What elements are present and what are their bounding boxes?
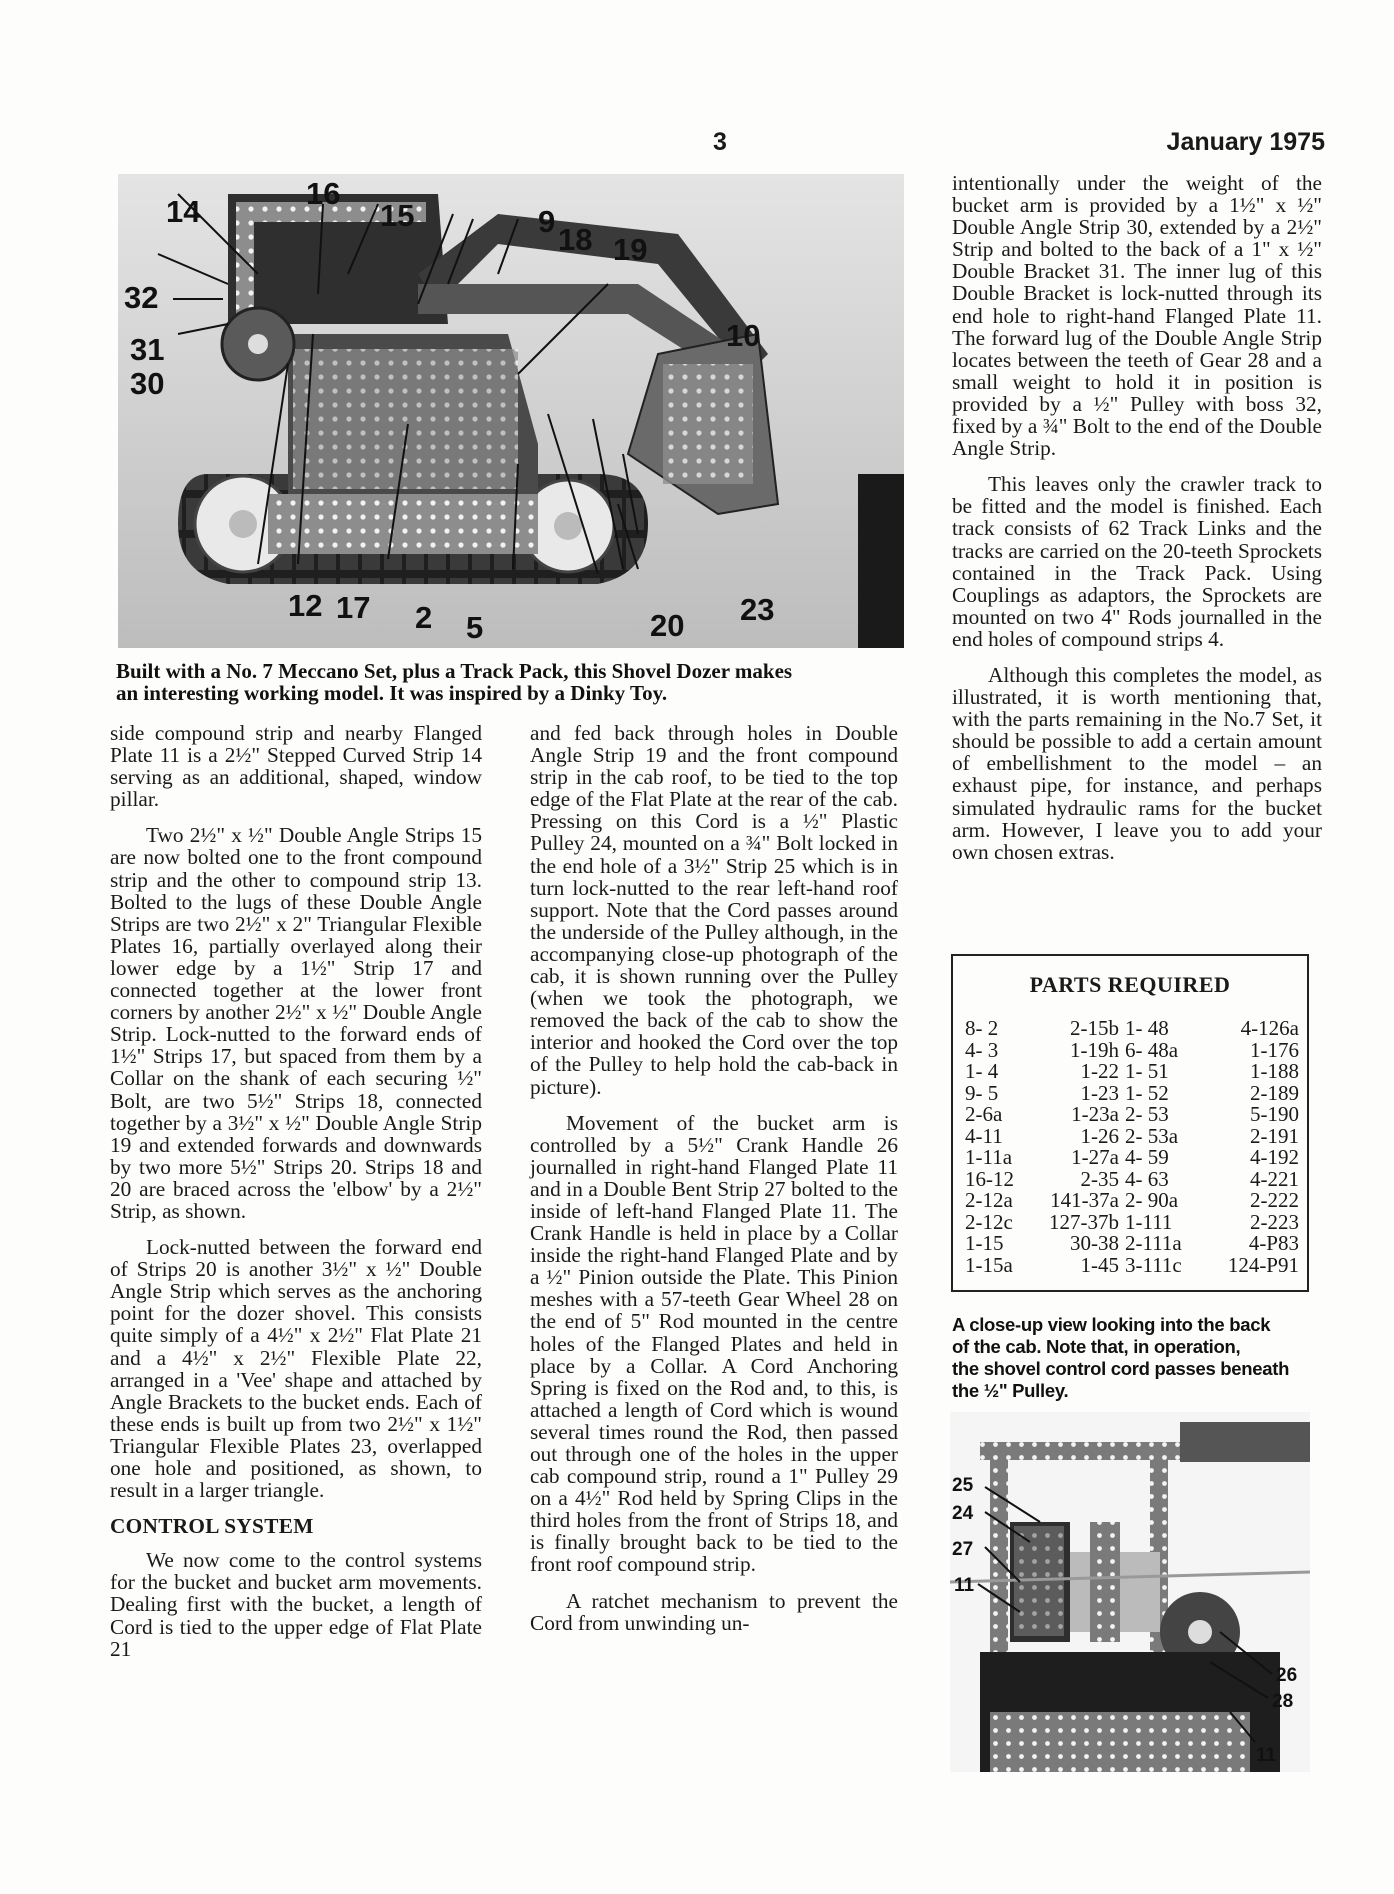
parts-cell: 30-38 (1070, 1231, 1119, 1255)
parts-cell: 1-27a (1071, 1145, 1119, 1169)
parts-cell: 1-188 (1250, 1059, 1299, 1083)
part-label-16: 16 (306, 176, 341, 211)
col2-paragraph-2: Movement of the bucket arm is controlled by a 5½" Crank Handle 26 journalled in right-hand Flanged Plate 11 and in a Double Bent Strip 27 bolted to the inside of left-hand Flanged Plate 11. The Crank Handle is held in place by a Collar inside the right-hand Flanged Plate and by a ½" Pinion outside the Plate. This Pinion meshes with a 57-teeth Gear Wheel 28 on the end of 5" Rod mounted in the centre holes of the Flanged Plates and held in place by a Collar. A Cord Anchoring Spring is fixed on the Rod and, to this, is attached a length of Cord which is wound several times round the Rod, then passed out through one of the holes in the upper cab compound strip, round a 1" Pulley 29 on a 4½" Rod held by Spring Clips in the third holes from the front of Strips 18, and is finally brought back to be tied to the front roof compound strip. (530, 1110, 898, 1577)
closeup-caption-line-4: the ½" Pulley. (952, 1380, 1069, 1401)
parts-cell: 4- 63 (1125, 1166, 1169, 1191)
parts-cell: 4-126a (1240, 1016, 1299, 1040)
parts-row (965, 1209, 1299, 1234)
parts-cell: 9- 5 (965, 1080, 999, 1105)
parts-cell: 2-15b (1070, 1016, 1119, 1040)
parts-cell: 4-P83 (1248, 1231, 1299, 1255)
parts-cell: 8- 2 (965, 1016, 999, 1040)
part-label-14: 14 (166, 194, 201, 229)
parts-cell: 1- 48 (1125, 1016, 1169, 1040)
part-label-19: 19 (613, 232, 648, 267)
col2-paragraph-1: and fed back through holes in Double Angle Strip 19 and the front compound strip in the cab roof, to be tied to the top edge of the Flat Plate at the rear of the cab. Pressing on this Cord is a ½" Plastic Pulley 24, mounted on a ¾" Bolt locked in the end hole of a 3½" Strip 25 which is in turn lock-nutted to the rear left-hand roof support. Note that the Cord passes around the underside of the Pulley although, in the accompanying close-up photograph of the cab, it is shown running over the Pulley (when we took the photograph, we removed the back of the cab to show the interior and hooked the Cord over the top of the Pulley to help hold the cab-back in picture). (530, 721, 898, 1099)
parts-cell: 2-111a (1125, 1231, 1182, 1255)
parts-list (965, 1018, 1299, 1276)
parts-cell: 2-222 (1250, 1188, 1299, 1212)
parts-row (965, 1166, 1299, 1191)
parts-cell: 4- 3 (965, 1037, 999, 1062)
parts-cell: 4-221 (1250, 1166, 1299, 1191)
parts-cell: 127-37b (1049, 1209, 1119, 1234)
parts-row (965, 1252, 1299, 1277)
parts-cell: 2-12a (965, 1188, 1013, 1212)
col3-paragraph-2: This leaves only the crawler track to be fitted and the model is finished. Each track consists of 62 Track Links and the tracks are carried on the 20-teeth Sprockets contained in the Track Pack. Using Couplings as adaptors, the Sprockets are mounted on two 4" Rods journalled in the end holes of compound strips 4. (952, 472, 1322, 651)
closeup-label-24: 24 (952, 1503, 974, 1524)
parts-cell: 1-11a (965, 1145, 1013, 1169)
parts-cell: 5-190 (1250, 1102, 1299, 1126)
col1-paragraph-1: side compound strip and nearby Flanged Plate 11 is a 2½" Stepped Curved Strip 14 serving as an additional, shaped, window pillar. (110, 721, 482, 812)
parts-cell: 16-12 (965, 1166, 1014, 1191)
closeup-caption (952, 1314, 1324, 1402)
page-number: 3 (713, 128, 727, 156)
cab-closeup-photo (950, 1412, 1310, 1772)
parts-row (965, 1080, 1299, 1105)
closeup-label-25: 25 (952, 1475, 974, 1496)
closeup-caption-line-2: of the cab. Note that, in operation, (952, 1336, 1241, 1357)
parts-cell: 1-15a (965, 1252, 1013, 1277)
parts-row (965, 1233, 1299, 1255)
parts-cell: 2- 53 (1125, 1102, 1169, 1126)
parts-cell: 141-37a (1050, 1188, 1119, 1212)
parts-cell: 1-26 (1080, 1123, 1119, 1148)
parts-cell: 2-189 (1250, 1080, 1299, 1105)
part-label-10: 10 (726, 318, 761, 353)
parts-cell: 4-192 (1250, 1145, 1299, 1169)
main-caption-line-1: Built with a No. 7 Meccano Set, plus a Track Pack, this Shovel Dozer makes (116, 659, 793, 683)
closeup-label-11-bottom: 11 (1256, 1745, 1277, 1766)
parts-cell: 1-23a (1071, 1102, 1119, 1126)
issue-date: January 1975 (1166, 128, 1325, 156)
control-system-heading: CONTROL SYSTEM (110, 1514, 314, 1539)
column-1 (110, 722, 482, 1674)
part-label-23: 23 (740, 592, 775, 627)
parts-cell: 2- 90a (1125, 1188, 1179, 1212)
col1-paragraph-2: Two 2½" x ½" Double Angle Strips 15 are now bolted one to the front compound strip and the other to compound strip 13. Bolted to the lugs of these Double Angle Strips are two 2½" x 2" Triangular Flexible Plates 16, partially overlayed along their lower edge by a 1½" Strip 17 and connected together at the lower front corners by another 2½" x ½" Double Angle Strip. Lock-nutted to the forward ends of 1½" Strips 17, but spaced from them by a Collar on the shank of each securing ½" Bolt, are two 5½" Strips 18, connected together by a 3½" x ½" Double Angle Strip 19 and extended forwards and downwards by two more 5½" Strips 20. Strips 18 and 20 are braced across the 'elbow' by a 2½" Strip, as shown. (110, 823, 482, 1223)
closeup-label-27: 27 (952, 1539, 974, 1560)
part-label-2: 2 (415, 600, 433, 635)
part-label-15: 15 (380, 198, 415, 233)
parts-cell: 124-P91 (1227, 1252, 1299, 1277)
part-label-31: 31 (130, 332, 165, 367)
parts-row (965, 1018, 1299, 1040)
part-label-9: 9 (538, 204, 556, 239)
main-caption-line-2: an interesting working model. It was inspired by a Dinky Toy. (116, 681, 668, 705)
part-label-5: 5 (466, 610, 484, 645)
parts-required-box (951, 954, 1309, 1292)
parts-cell: 3-111c (1125, 1252, 1182, 1277)
part-label-30: 30 (130, 366, 165, 401)
parts-cell: 2-191 (1250, 1123, 1299, 1148)
parts-cell: 1- 4 (965, 1059, 999, 1083)
column-3 (952, 172, 1322, 877)
parts-cell: 4- 59 (1125, 1145, 1169, 1169)
shovel-dozer-illustration (118, 174, 904, 648)
parts-cell: 1-23 (1080, 1080, 1119, 1105)
col3-paragraph-3: Although this completes the model, as illustrated, it is worth mentioning that, with the parts remaining in the No.7 Set, it should be possible to add a certain amount of embellishment to the model – an exhaust pipe, for instance, and perhaps simulated hydraulic rams for the bucket arm. However, I leave you to add your own chosen extras. (952, 662, 1322, 864)
parts-cell: 2-6a (965, 1102, 1003, 1126)
parts-row (965, 1061, 1299, 1083)
part-label-20: 20 (650, 608, 685, 643)
shovel-dozer-photo (118, 174, 904, 648)
parts-cell: 2- 53a (1125, 1123, 1179, 1148)
parts-cell: 1-111 (1125, 1209, 1173, 1234)
parts-row (965, 1123, 1299, 1148)
part-label-18: 18 (558, 222, 593, 257)
parts-cell: 6- 48a (1125, 1037, 1179, 1062)
part-label-12: 12 (288, 588, 323, 623)
parts-cell: 2-12c (965, 1209, 1013, 1234)
parts-cell: 1-45 (1080, 1252, 1119, 1277)
col1-paragraph-3: Lock-nutted between the forward end of Strips 20 is another 3½" x ½" Double Angle Strip which serves as the anchoring point for the dozer shovel. This consists quite simply of a 4½" x 2½" Flat Plate 21 and a 4½" x 2½" Flexible Plate 22, arranged in a 'Vee' shape and attached by Angle Brackets to the bucket ends. Each of these ends is built up from two 2½" x 1½" Triangular Flexible Plates 23, overlapped one hole and positioned, as shown, to result in a larger triangle. (110, 1235, 482, 1503)
parts-cell: 2-223 (1250, 1209, 1299, 1234)
parts-row (965, 1190, 1299, 1212)
parts-row (965, 1037, 1299, 1062)
parts-cell: 1-19h (1070, 1037, 1119, 1062)
part-label-32: 32 (124, 280, 159, 315)
col3-paragraph-1: intentionally under the weight of the bucket arm is provided by a 1½" x ½" Double Angle Strip 30, extended by a 2½" Strip and bolted to the back of a 1" x ½" Double Bracket 31. The inner lug of this Double Bracket is lock-nutted through its end hole to right-hand Flanged Plate 11. The forward lug of the Double Angle Strip locates between the teeth of Gear 28 and a small weight to hold it in position is provided by a ½" Pulley with boss 32, fixed by a ¾" Bolt to the end of the Double Angle Strip. (952, 171, 1322, 461)
part-label-17: 17 (336, 590, 371, 625)
parts-row (965, 1104, 1299, 1126)
main-photo-caption (116, 660, 906, 704)
parts-cell: 1-176 (1250, 1037, 1299, 1062)
closeup-label-26: 26 (1276, 1665, 1298, 1686)
column-2 (530, 722, 898, 1648)
parts-required-title: PARTS REQUIRED (1029, 972, 1231, 997)
parts-cell: 4-11 (965, 1123, 1003, 1148)
closeup-caption-line-3: the shovel control cord passes beneath (952, 1358, 1290, 1379)
parts-cell: 1-22 (1080, 1059, 1119, 1083)
parts-cell: 2-35 (1080, 1166, 1119, 1191)
col1-paragraph-4: We now come to the control systems for the bucket and bucket arm movements. Dealing first with the bucket, a length of Cord is tied to the upper edge of Flat Plate 21 (110, 1548, 482, 1661)
closeup-label-28: 28 (1272, 1691, 1294, 1712)
cab-closeup-illustration (950, 1412, 1310, 1772)
parts-cell: 1- 51 (1125, 1059, 1169, 1083)
parts-cell: 1-15 (965, 1231, 1004, 1255)
parts-row (965, 1147, 1299, 1169)
parts-cell: 1- 52 (1125, 1080, 1169, 1105)
closeup-label-11-left: 11 (954, 1575, 975, 1596)
col2-paragraph-3: A ratchet mechanism to prevent the Cord from unwinding un- (530, 1588, 898, 1635)
closeup-caption-line-1: A close-up view looking into the back (952, 1314, 1271, 1335)
